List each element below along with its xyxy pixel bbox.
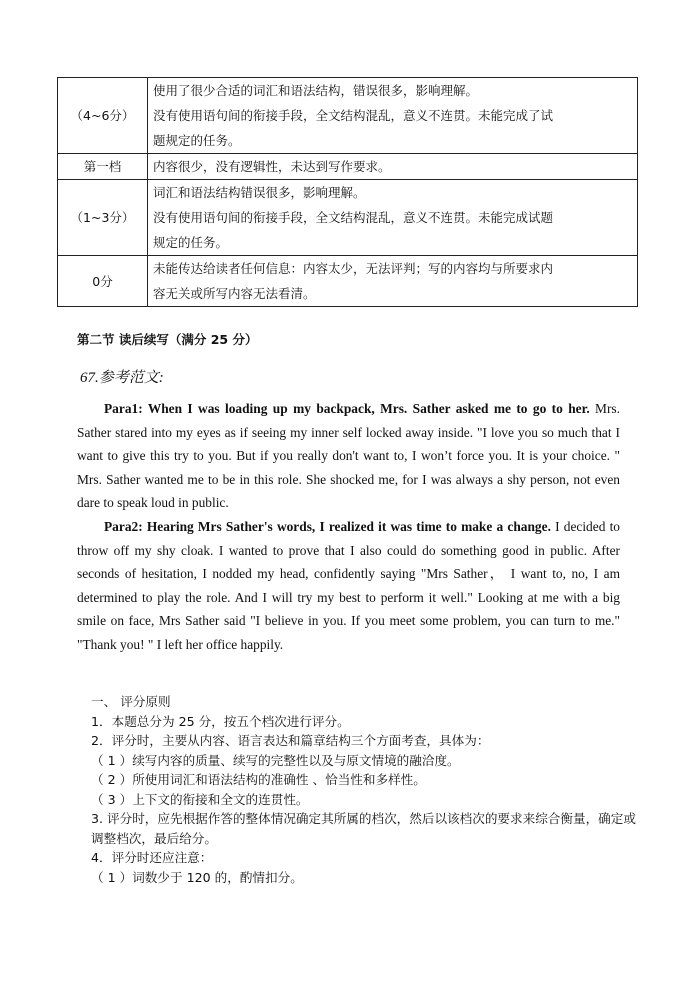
rubric-row [58,256,638,307]
essay-paragraph-1 [77,397,620,515]
section-title: 第二节 读后续写（满分 25 分） [77,332,258,347]
rubric-level: 0分 [58,256,148,307]
rubric-line: 内容很少，没有逻辑性，未达到写作要求。 [153,159,391,174]
essay-paragraph-2 [77,515,620,657]
rubric-level: 第一档 [58,154,148,180]
rubric-description [148,154,638,180]
rubric-line: 没有使用语句间的衔接手段，全文结构混乱，意义不连贯。未能完成了试 [153,108,554,123]
rubric-row [58,154,638,180]
principle-item: （ 3 ）上下文的衔接和全文的连贯性。 [91,791,309,807]
principle-item: 2．评分时，主要从内容、语言表达和篇章结构三个方面考查，具体为： [91,733,490,748]
scoring-rubric-table [57,77,638,307]
principles-heading: 一、 评分原则 [91,694,171,709]
rubric-line: 未能传达给读者任何信息：内容太少，无法评判；写的内容均与所要求内 [153,261,554,276]
rubric-line: 题规定的任务。 [153,133,241,148]
paragraph-lead-sentence: Para2: Hearing Mrs Sather's words, I realized it was time to make a change. [104,518,551,534]
rubric-row [58,180,638,256]
paragraph-body: I decided to throw off my shy cloak. I wanted to prove that I also could do something good in public. After seconds of hesitation, I nodded my head, confidently saying "Mrs Sather， I want to, no, I am determined to play the role. And I will try my best to perform it well." Looking at me with a big smile on face, Mrs Sather said "I believe in you. If you meet some problem, you can turn to me." "Thank you! " I left her office happily. [77,518,620,652]
rubric-description [148,78,638,154]
principle-item: （ 2 ）所使用词汇和语法结构的准确性 、恰当性和多样性。 [91,772,426,787]
principle-item: 3. 评分时，应先根据作答的整体情况确定其所属的档次，然后以该档次的要求来综合衡量，确定或调整档次，最后给分。 [91,811,636,846]
rubric-row [58,78,638,154]
principle-item: 4．评分时还应注意： [91,850,213,865]
rubric-line: 容无关或所写内容无法看清。 [153,286,316,301]
rubric-line: 使用了很少合适的词汇和语法结构，错误很多，影响理解。 [153,83,479,98]
reference-essay [77,397,620,657]
rubric-level: （4~6分） [58,78,148,154]
reference-essay-title: 67.参考范文: [80,370,164,386]
principle-item: （ 1 ）词数少于 120 的，酌情扣分。 [91,869,303,885]
scoring-principles [91,692,651,887]
paragraph-body: Mrs. Sather stared into my eyes as if seeing my inner self locked away inside. "I love you so much that I want to give this try to you. But if you really don't want to, I won’t force you. It is your choice. " Mrs. Sather wanted me to be in this role. She shocked me, for I was always a shy person, not even dare to speak loud in public. [77,401,620,511]
principle-item: 1．本题总分为 25 分，按五个档次进行评分。 [91,713,350,729]
rubric-description [148,180,638,256]
principle-item: （ 1 ）续写内容的质量、续写的完整性以及与原文情境的融洽度。 [91,752,460,768]
rubric-line: 规定的任务。 [153,235,229,250]
rubric-level: （1~3分） [58,180,148,256]
rubric-line: 没有使用语句间的衔接手段，全文结构混乱，意义不连贯。未能完成试题 [153,210,554,225]
rubric-description [148,256,638,307]
rubric-line: 词汇和语法结构错误很多，影响理解。 [153,185,366,200]
paragraph-lead-sentence: Para1: When I was loading up my backpack, Mrs. Sather asked me to go to her. [104,401,590,416]
